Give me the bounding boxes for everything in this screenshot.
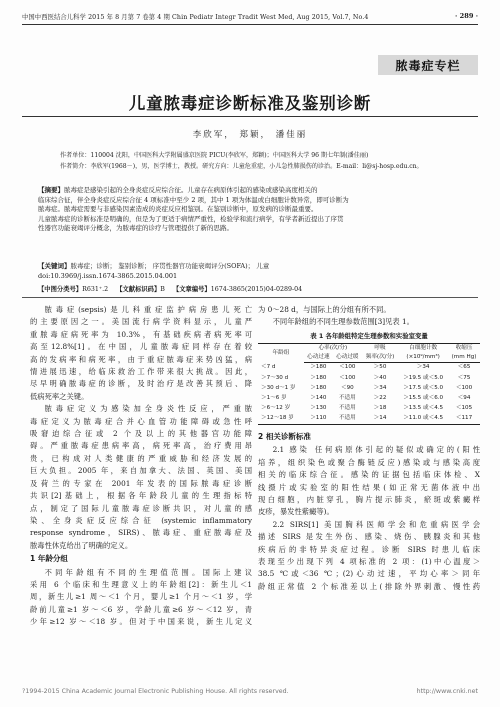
table-cell: ＜100 — [455, 384, 473, 391]
page-footer — [22, 688, 478, 695]
definition-paragraph: 脓毒症定义为感染加全身炎性反应，严重脓 毒症定义为脓毒症合并心血管功能障碍或急性呼 吸窘迫综合征或 2 个及以上的其他器官功能障 碍。严重脓毒症患病率高，病死率高，治疗费用昂 贵，已构成对人类健康的严重威胁和经济发展的 巨大负担。2005 年，来自加拿大、法国、英国、美国 及荷兰的专家在 2001 年发表的国际脓毒症诊断 共识[2]基础上，根据各年龄段儿童的生理指标特 点，制定了国际儿童脓毒症诊断共识，对儿童的感 染、全身炎症反应综合征 (systemic inflammatory response syndrome，SIRS)、脓毒症、重症脓毒症及 脓毒性休克给出了明确的定义。 — [30, 404, 252, 550]
table-subheader-tachycardia: 心动过速 — [304, 353, 333, 363]
abstract-line: 性器官功能衰竭评分概念，为脓毒症的诊疗与管理提供了新的思路。 — [38, 224, 233, 232]
table-cell: ＞6～12 岁 — [261, 405, 291, 412]
table-cell: ＞50 — [373, 364, 387, 371]
keywords — [38, 262, 478, 281]
table-cell: ＞1～6 岁 — [261, 394, 287, 401]
classification-row — [38, 285, 478, 294]
table-cell: ＜100 — [339, 374, 356, 381]
affiliation-label: 作者单位： — [60, 152, 91, 159]
section-heading: 2 相关诊断标准 — [258, 431, 311, 441]
abstract-line: 临床综合征，伴全身炎症反应综合征 4 项标准中至少 2 项，其中 1 项为体温或白细胞计数异常，即可诊断为 — [38, 195, 349, 204]
infection-paragraph: 2.1 感染 任何病原体引起的疑似或确定的(阳性 培养，组织染色或聚合酶链反应)感染或与感染高度 相关的临床综合征。感染的证据包括临床体检、X 线摄片或实验室的阳性结果(如正常无菌体液中出 现白细胞，内脏穿孔，胸片提示肺炎，瘀斑或紫癜样 皮疹，暴发性紫癜等)。 — [258, 445, 480, 517]
table-cell: ＞11.0 或＜4.5 — [398, 414, 448, 425]
table-row — [258, 404, 480, 414]
table-cell: 不适用 — [333, 414, 362, 425]
table-header-heart-rate: 心率(次/分) — [304, 343, 362, 353]
journal-citation: 中国中西医结合儿科学 2015 年 8 月第 7 卷第 4 期 Chin Pediatr Integr Tradit West Med, Aug 2015, Vol.7, No.4 — [22, 13, 369, 21]
author-bio — [60, 163, 470, 171]
table-cell: ＞34 — [416, 364, 430, 371]
table-cell: ＞15.5 或＜6.0 — [403, 394, 444, 401]
table-row — [258, 373, 480, 383]
table-cell: ＜75 — [457, 374, 471, 381]
table-cell: ＞130 — [310, 405, 327, 412]
table-cell: ＞18 — [373, 405, 387, 412]
table-header-respiration: 呼吸 — [362, 343, 398, 353]
table-cell: ＜90 — [340, 384, 354, 391]
table-caption: 表 1 各年龄组特定生理参数和实验室变量 — [310, 331, 428, 340]
table-cell: ＞180 — [310, 384, 327, 391]
table-cell: ＞180 — [310, 364, 327, 371]
table-cell: ＞180 — [310, 374, 327, 381]
clc-label: 【中图分类号】 — [38, 286, 83, 293]
table-cell: ＞14 — [362, 414, 398, 425]
table-cell: ＞30 d～1 岁 — [261, 384, 296, 391]
table-header-wbc: 白细胞计数 — [398, 343, 448, 353]
article-title: 儿童脓毒症诊断标准及鉴别诊断 — [128, 94, 372, 113]
table-subheader-bp: (mm Hg) — [448, 353, 480, 363]
table-cell: ＜7 d — [261, 364, 276, 371]
table-cell: ＜117 — [448, 414, 480, 425]
table-cell: ＞22 — [373, 394, 387, 401]
doc-code-value: B — [160, 286, 165, 293]
body-column-right — [258, 304, 480, 593]
table-row — [258, 362, 480, 373]
table-header-bp: 收缩压 — [448, 343, 480, 353]
article-number-label: 【文章编号】 — [172, 286, 211, 293]
table-row — [258, 383, 480, 393]
table-cell: ＞12～18 岁 — [258, 414, 304, 425]
abstract-label: 【摘要】 — [38, 186, 64, 194]
abstract-line: 脓毒症。脓毒症需要与非感染因素造成的炎症反应相鉴别。在鉴别诊断中，原发病的诊断最重要。 — [38, 205, 318, 213]
author-affiliation — [60, 152, 470, 160]
table-cell: ＞40 — [373, 374, 387, 381]
physiology-parameter-table — [258, 343, 480, 425]
body-column-left — [30, 304, 252, 629]
doc-code-label: 【文献标识码】 — [116, 286, 161, 293]
intro-paragraph: 脓毒症(sepsis)是儿科重症监护病房患儿死亡 的主要原因之一。美国流行病学资料显示，儿童严 重脓毒症病死率为 10.3%，有基础疾病者病死率可 高至12.8%[1]。在中国，儿童脓毒症同样存在着较 高的发病率和病死率，由于重症脓毒症来势凶猛，病 情进展迅速，给临床救治工作带来很大挑战。因此， 尽早明确脓毒症的诊断，及时治疗是改善其预后、降 低病死率之关键。 — [30, 305, 252, 401]
section-heading: 1 年龄分组 — [30, 554, 68, 564]
title-rule — [22, 116, 478, 117]
abstract-line: 儿童脓毒症的诊断标准是明确的，但是为了更适于病情严重性，检验学和流行病学，有学者新近提出了序贯 — [38, 214, 344, 223]
table-subheader-bradycardia: 心动过缓 — [333, 353, 362, 363]
article-number-value: 1674-3865(2015)04-0289-04 — [210, 286, 303, 293]
table-row — [258, 393, 480, 403]
affiliation-text: 110004 沈阳，中国医科大学附属盛京医院 PICU(李欣军，郑颖)；中国医科大学 96 期七年制(潘佳丽) — [90, 152, 369, 159]
age-group-paragraph: 不同年龄组有不同的生理值范围。国际上建议 采用 6 个临床和生理意义上的年龄组[2]：新生儿＜1 周，新生儿≥1 周～＜1 个月，婴儿≥1 个月～＜1 岁，学 龄前儿童≥1 岁～＜6 岁，学龄儿童≥6 岁～＜12 岁，青 少年≥12 岁～＜18 岁。但对于中国来说，新生儿定义 — [30, 567, 252, 627]
table-cell: ＞13.5 或＜4.5 — [403, 405, 444, 412]
table-cell: ＜105 — [455, 405, 473, 412]
abstract-line: 【摘要】脓毒症是感染引起的全身炎症反应综合征。儿童存在病原体引起的感染或感染高度相关的 — [38, 186, 318, 194]
table-cell: ＞19.5 或＜5.0 — [403, 374, 444, 381]
table-cell: 不适用 — [338, 405, 356, 412]
keywords-text: 脓毒症；诊断； 鉴别诊断； 序贯性器官功能衰竭评分(SOFA)； 儿童 — [70, 262, 270, 270]
table-cell: ＞17.5 或＜5.0 — [403, 384, 444, 391]
table-header-age: 年龄组 — [258, 343, 304, 362]
table-subheader-respiration: 频率(次/分) — [362, 353, 398, 363]
author-list: 李欣军， 郑颖， 潘佳丽 — [192, 130, 308, 140]
source-url[interactable]: http://www.cnki.net — [416, 688, 478, 695]
table-cell: ＞34 — [373, 384, 387, 391]
clc-value: R631⁺.2 — [82, 286, 109, 293]
table-row — [258, 414, 480, 425]
column-tag: 脓毒症专栏 — [378, 55, 478, 75]
keywords-label: 【关键词】 — [38, 262, 71, 270]
bio-label: 作者简介： — [60, 163, 91, 170]
table-cell: ＞110 — [304, 414, 333, 425]
running-header — [22, 10, 478, 25]
age-group-continued: 为 0～28 d，与国际上的分组有所不同。 不同年龄组的不同生理参数范围[3]见表 1。 — [258, 305, 414, 327]
table-cell: ＞7～30 d — [261, 374, 289, 381]
table-cell: 不适用 — [338, 394, 356, 401]
doi: doi:10.3969/j.issn.1674-3865.2015.04.001 — [38, 271, 178, 280]
abstract — [38, 186, 478, 234]
sirs-paragraph: 2.2 SIRS[1] 美国胸科医师学会和危重病医学会 描述 SIRS 是发生外伤、感染、烧伤、胰腺炎和其他 疾病后的非特异炎症过程。诊断 SIRS 时患儿临床 表现至少出现下列 4 项标准的 2 项：(1)中心温度＞ 38.5 ℃或＜36 ℃；(2)心动过速，平均心率＞同年 龄组正常值 2 个标准差以上(排除外界刺激、慢性药 — [258, 519, 480, 591]
page-number: · 289 · — [455, 12, 478, 20]
bio-text: 李欣军(1968－)，男，医学博士，教授。研究方向：儿童危重症，小儿急性肺损伤的诊治。E-mail：li@sj-hosp.edu.cn。 — [90, 163, 423, 170]
copyright-notice: ?1994-2015 China Academic Journal Electronic Publishing House. All rights reserved. — [22, 688, 289, 695]
table-cell: ＞140 — [310, 394, 327, 401]
table-cell: ＜100 — [339, 364, 356, 371]
meta-rule — [22, 297, 478, 298]
table-cell: ＜65 — [457, 364, 471, 371]
table-cell: ＜94 — [457, 394, 471, 401]
table-subheader-wbc: (×10⁹/mm³) — [398, 353, 448, 363]
